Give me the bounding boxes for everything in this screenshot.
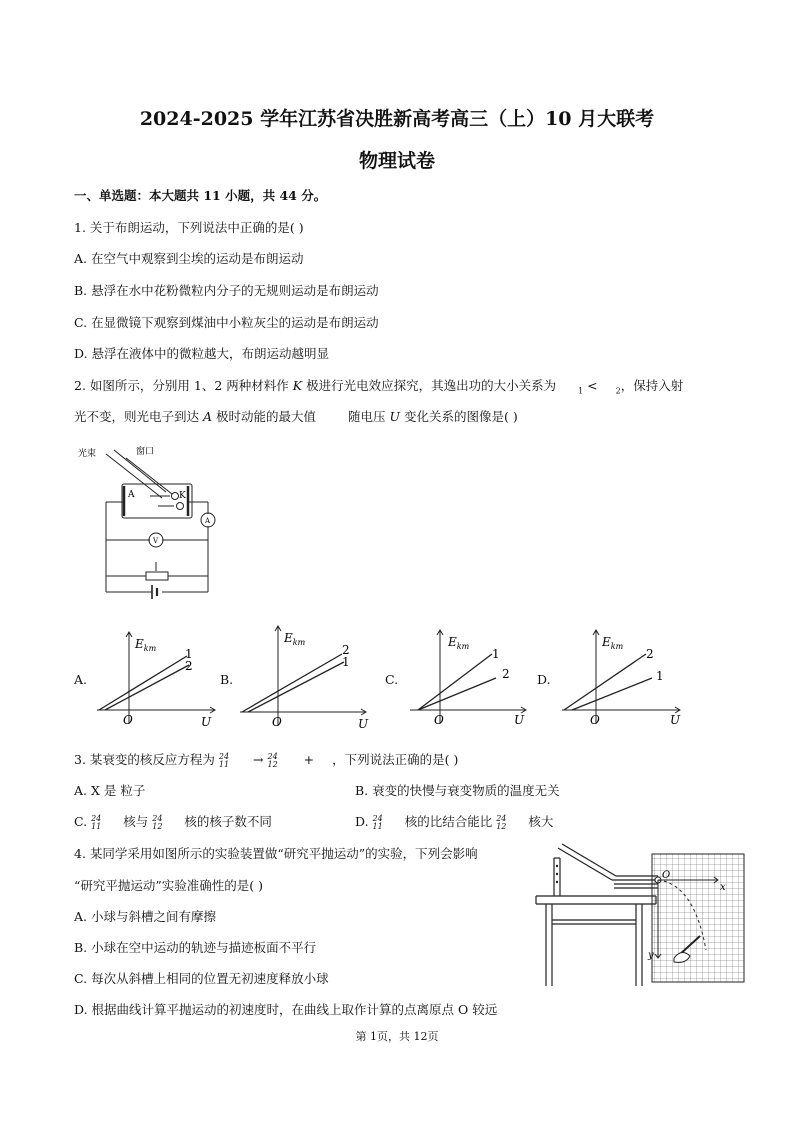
graph-option-c-label: C.	[385, 672, 399, 687]
x-axis-label: U	[514, 713, 525, 727]
mass-number: 24	[91, 813, 102, 823]
question-4-option-a: A. 小球与斜槽之间有摩擦	[74, 909, 216, 924]
q2-text: 极进行光电效应探究，其逸出功的大小关系为	[306, 378, 557, 393]
svg-text:Ekm	[283, 631, 306, 647]
line-label-upper: 1	[492, 647, 500, 661]
label-cathode: K	[179, 491, 186, 501]
line-label-upper: 2	[646, 647, 654, 661]
arrow-icon: →	[253, 752, 264, 767]
origin-label: O	[272, 715, 282, 729]
q2-sub1: 1	[578, 386, 584, 396]
axis-label: E	[448, 635, 457, 649]
nuclide	[152, 815, 162, 831]
graph-option-c	[408, 626, 533, 728]
x-axis-label: x	[720, 882, 726, 893]
mass-number: 24	[267, 751, 278, 761]
q3-text: 核与	[123, 814, 149, 829]
origin-label: O	[590, 713, 600, 727]
nuclide-2	[268, 753, 278, 769]
line-label-upper: 1	[185, 647, 193, 661]
q3-text: 核的比结合能比	[404, 814, 493, 829]
question-4-option-b: B. 小球在空中运动的轨迹与描迹板面不平行	[74, 940, 317, 955]
plus-sign: +	[303, 752, 315, 767]
photoelectric-circuit-diagram	[70, 440, 230, 610]
nuclide	[91, 815, 101, 831]
mass-number: 24	[218, 751, 230, 761]
voltmeter-icon: V	[153, 537, 159, 545]
atomic-number: 12	[267, 759, 278, 769]
x-axis-label: U	[358, 717, 369, 730]
q3-text: C.	[74, 814, 88, 829]
q3-text: D.	[355, 814, 369, 829]
q3-text: 核大	[528, 814, 554, 829]
question-4-stem-line1: 4. 某同学采用如图所示的实验装置做“研究平抛运动”的实验，下列会影响	[74, 846, 478, 861]
q2-text: 变化关系的图像是( )	[404, 409, 518, 424]
line-label-lower: 2	[502, 667, 510, 681]
axis-sub: km	[143, 644, 157, 653]
atomic-number: 11	[91, 821, 102, 831]
axis-sub: km	[456, 642, 470, 651]
ammeter-icon: A	[205, 517, 211, 525]
question-3-stem	[74, 750, 458, 769]
svg-text:Ekm	[447, 635, 470, 651]
question-3-option-c	[74, 812, 272, 831]
question-3-option-a: A. X 是 粒子	[74, 783, 146, 798]
svg-text:Ekm	[601, 635, 624, 651]
question-4-option-c: C. 每次从斜槽上相同的位置无初速度释放小球	[74, 971, 329, 986]
page-title: 2024-2025 学年江苏省决胜新高考高三（上）10 月大联考	[139, 108, 655, 130]
mass-number: 24	[496, 813, 507, 823]
q2-text: 随电压	[348, 409, 386, 424]
question-4-stem-line2: “研究平抛运动”实验准确性的是( )	[74, 878, 264, 893]
axis-label: E	[284, 631, 293, 645]
graph-option-a	[95, 628, 220, 728]
question-1-option-d: D. 悬浮在液体中的微粒越大，布朗运动越明显	[74, 346, 330, 361]
mass-number: 24	[372, 813, 383, 823]
label-light-beam: 光束	[78, 449, 97, 459]
question-2-stem-line2	[74, 407, 518, 425]
question-2-stem-line1	[74, 376, 683, 396]
y-axis-label: y	[648, 950, 654, 961]
q2-lt: <	[587, 378, 598, 393]
line-label-lower: 1	[342, 655, 350, 669]
line-label-lower: 2	[185, 659, 193, 673]
graph-option-d	[560, 626, 685, 728]
graph-option-b-label: B.	[220, 672, 234, 687]
q2-k: K	[292, 378, 303, 393]
nuclide	[496, 815, 506, 831]
q2-text: 光不变，则光电子到达	[74, 409, 200, 424]
q2-a: A	[203, 409, 213, 424]
nuclide	[373, 815, 383, 831]
q2-sub2: 2	[615, 386, 621, 396]
q2-text: ，保持入射	[620, 378, 684, 393]
atomic-number: 11	[372, 821, 383, 831]
question-4-option-d: D. 根据曲线计算平抛运动的初速度时，在曲线上取作计算的点离原点 O 较远	[74, 1002, 498, 1017]
origin-label: O	[662, 870, 671, 881]
question-1-option-a: A. 在空气中观察到尘埃的运动是布朗运动	[74, 251, 304, 266]
graph-option-d-label: D.	[537, 672, 551, 687]
origin-label: O	[434, 713, 444, 727]
axis-sub: km	[292, 638, 306, 647]
axis-label: E	[602, 635, 611, 649]
atomic-number: 12	[152, 821, 163, 831]
question-3-option-d	[355, 812, 553, 831]
section-heading: 一、单选题：本大题共 11 小题，共 44 分。	[74, 188, 327, 203]
q3-text: ，下列说法正确的是( )	[332, 752, 459, 767]
q2-text: 2. 如图所示，分别用 1、2 两种材料作	[74, 378, 289, 393]
graph-option-a-label: A.	[74, 672, 88, 687]
question-1-stem: 1. 关于布朗运动，下列说法中正确的是( )	[74, 220, 304, 235]
q3-text: 核的核子数不同	[184, 814, 272, 829]
svg-text:Ekm	[134, 637, 157, 653]
q2-u: U	[389, 409, 401, 424]
nuclide-1	[219, 753, 229, 769]
atomic-number: 12	[496, 821, 507, 831]
origin-label: O	[123, 713, 133, 727]
line-label-upper: 2	[342, 643, 350, 657]
axis-label: E	[135, 637, 144, 651]
atomic-number: 11	[218, 759, 230, 769]
question-1-option-c: C. 在显微镜下观察到煤油中小粒灰尘的运动是布朗运动	[74, 315, 379, 330]
label-anode: A	[128, 490, 135, 500]
graph-option-b	[238, 622, 373, 730]
q3-text: 3. 某衰变的核反应方程为	[74, 752, 215, 767]
page-subtitle: 物理试卷	[358, 150, 435, 172]
x-axis-label: U	[201, 715, 212, 728]
axis-sub: km	[610, 642, 624, 651]
q2-text: 极时动能的最大值	[216, 409, 317, 424]
line-label-lower: 1	[656, 669, 664, 683]
projectile-apparatus-figure	[528, 840, 748, 988]
question-3-option-b: B. 衰变的快慢与衰变物质的温度无关	[355, 783, 560, 798]
label-window: 窗口	[136, 447, 155, 457]
mass-number: 24	[152, 813, 163, 823]
x-axis-label: U	[670, 713, 681, 727]
question-1-option-b: B. 悬浮在水中花粉微粒内分子的无规则运动是布朗运动	[74, 283, 379, 298]
page-footer: 第 1页，共 12页	[355, 1030, 439, 1043]
